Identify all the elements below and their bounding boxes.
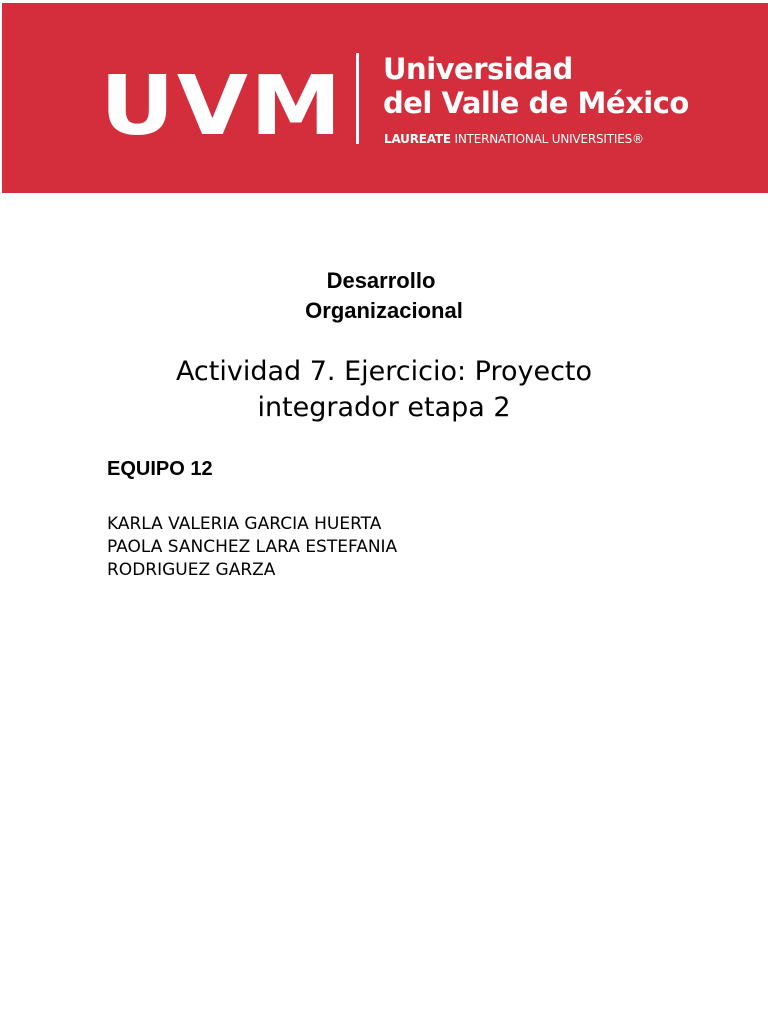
team-members bbox=[107, 513, 397, 582]
team-member: PAOLA SANCHEZ LARA ESTEFANIA bbox=[107, 537, 398, 557]
tagline-text: INTERNATIONAL UNIVERSITIES® bbox=[454, 132, 644, 146]
university-name-line1: Universidad bbox=[383, 52, 573, 86]
laureate-tagline bbox=[384, 132, 644, 146]
subject-title-line1: Desarrollo bbox=[326, 268, 436, 293]
university-name-line2: del Valle de México bbox=[383, 86, 689, 120]
logo-divider bbox=[356, 53, 359, 144]
uvm-logo-mark: UVM bbox=[100, 59, 344, 154]
subject-title-line2: Organizacional bbox=[305, 298, 463, 323]
university-name bbox=[383, 52, 689, 120]
activity-title bbox=[0, 354, 768, 426]
activity-title-line1: Actividad 7. Ejercicio: Proyecto bbox=[175, 356, 593, 387]
team-member: RODRIGUEZ GARZA bbox=[107, 560, 276, 580]
activity-title-line2: integrador etapa 2 bbox=[257, 392, 511, 423]
subject-title bbox=[0, 266, 768, 326]
team-label: EQUIPO 12 bbox=[107, 458, 213, 480]
tagline-brand: LAUREATE bbox=[384, 132, 451, 146]
team-member: KARLA VALERIA GARCIA HUERTA bbox=[107, 514, 382, 534]
